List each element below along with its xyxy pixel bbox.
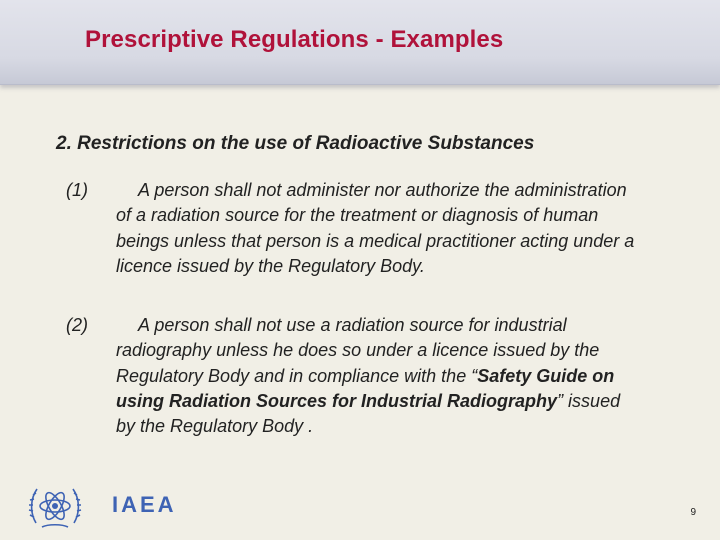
item-text-after: ” issued by the Regulatory Body . (116, 390, 621, 437)
item-text-before: A person shall not use a radiation source for industrial radiography unless he does so under a licence issued by the Regulatory Body and in compliance with the “ (116, 315, 600, 386)
item-text: A person shall not administer nor authorize the administration of a radiation source for the treatment or diagnosis of human beings unless that person is a medical practitioner acting under a licence issued by the Regulatory Body. (116, 180, 635, 276)
item-number: (1) (66, 180, 88, 200)
logo-text: IAEA (112, 492, 177, 517)
section-heading: 2. Restrictions on the use of Radioactive Substances (56, 133, 535, 154)
guide-title: Safety Guide on using Radiation Sources for Industrial Radiography (116, 365, 615, 411)
page-number: 9 (690, 507, 696, 518)
item-text (116, 313, 644, 439)
slide-title: Prescriptive Regulations - Examples (85, 26, 504, 53)
list-item (66, 313, 646, 473)
iaea-logo (28, 481, 177, 531)
list-item (66, 178, 646, 308)
item-number: (2) (66, 315, 88, 335)
un-emblem-atom-icon (28, 481, 82, 531)
